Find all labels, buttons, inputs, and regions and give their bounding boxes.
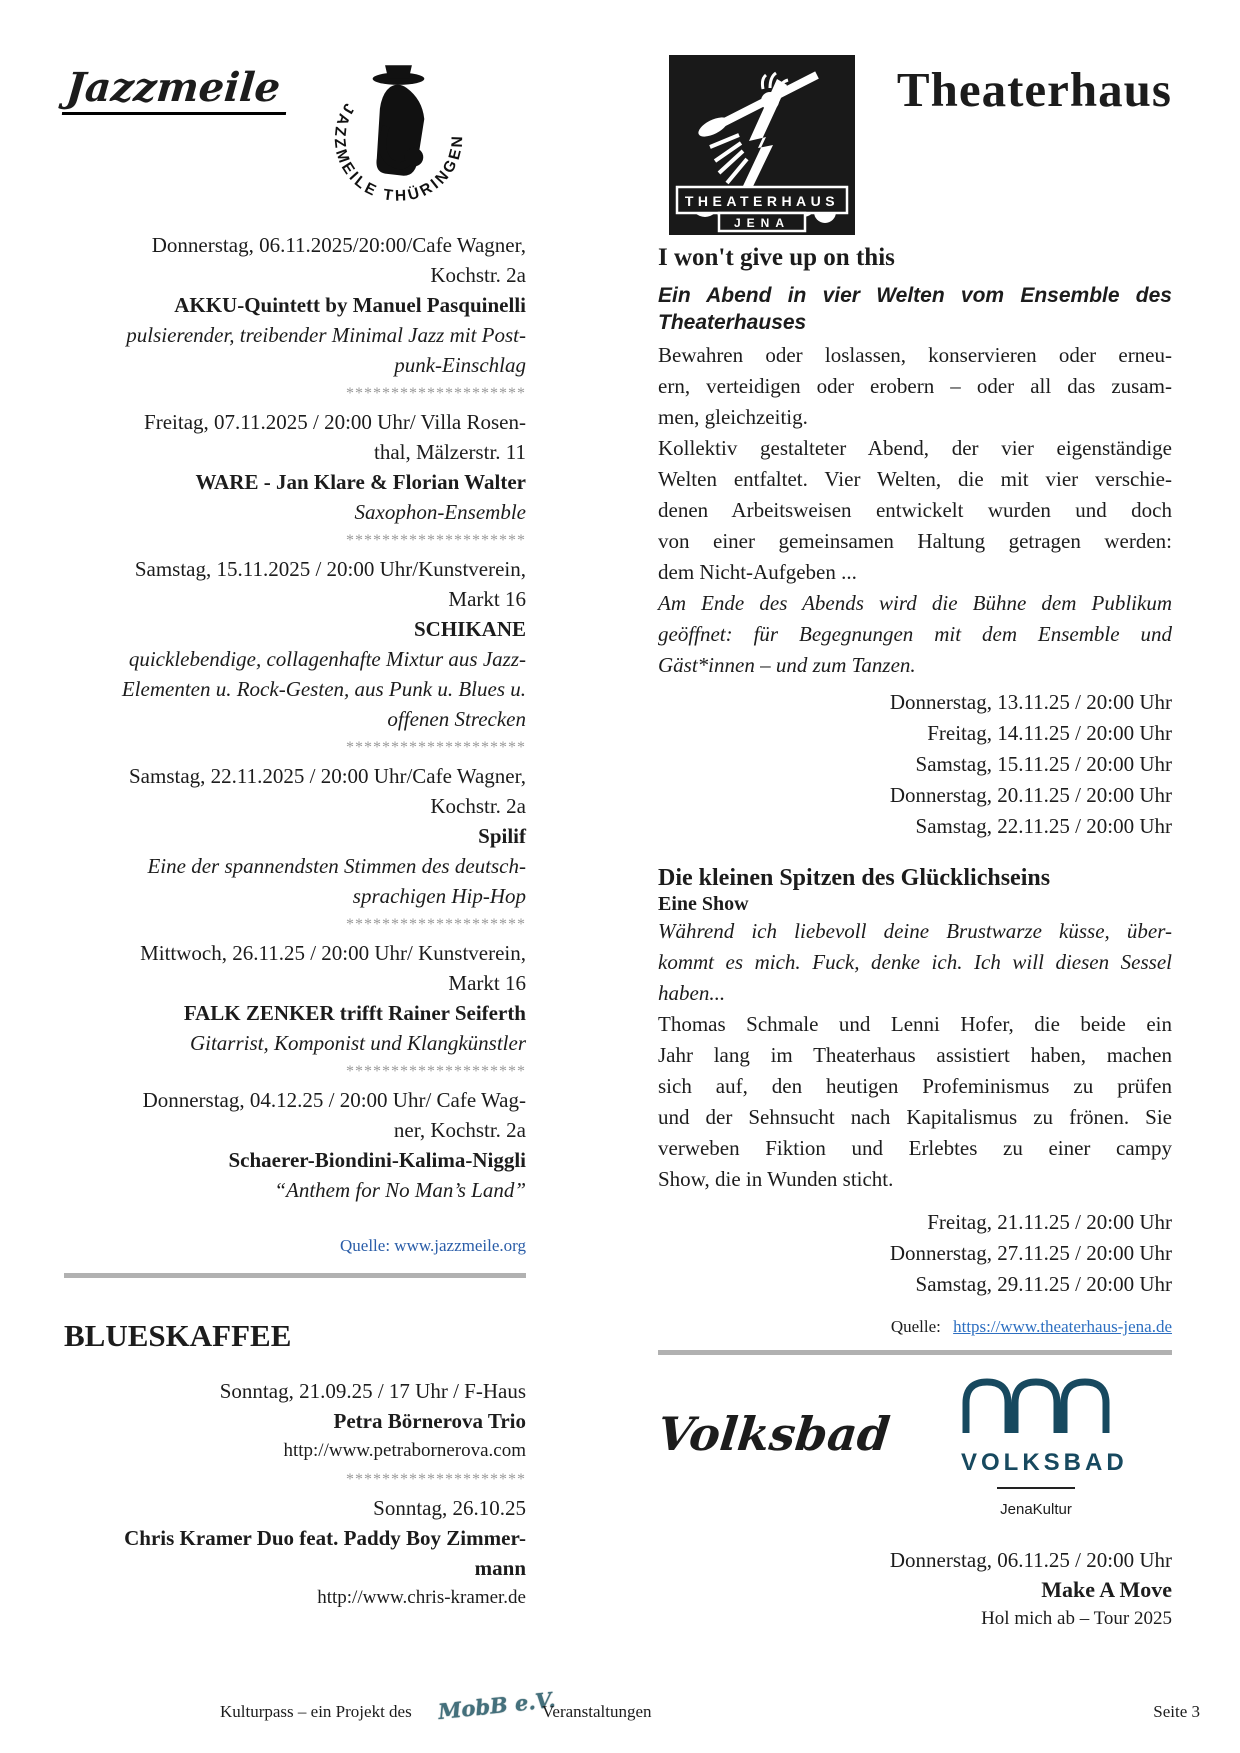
show2-dates (658, 1207, 1172, 1300)
event-date-line: ner, Kochstr. 2a (393, 1118, 526, 1142)
blueskaffee-heading: BLUESKAFFEE (64, 1318, 292, 1353)
event-listing (64, 761, 526, 911)
show2-heading: Die kleinen Spitzen des Glücklichseins (658, 865, 1051, 891)
paragraph-line: Welten entfaltet. Vier Welten, die mit vier verschie- (658, 467, 1172, 491)
volksbad-header (655, 1377, 1172, 1527)
saxophonist-badge-icon (324, 56, 474, 216)
paragraph-line: kommt es mich. Fuck, denke ich. Ich will diesen Sessel (658, 950, 1172, 974)
theaterhaus-angel-icon (669, 55, 855, 235)
paragraph-line: Thomas Schmale und Lenni Hofer, die beide ein (658, 1012, 1172, 1036)
event-date-line: Donnerstag, 06.11.2025/20:00/Cafe Wagner, (151, 233, 526, 257)
event-date-line: Sonntag, 21.09.25 / 17 Uhr / F-Haus (219, 1379, 526, 1403)
paragraph-line: Am Ende des Abends wird die Bühne dem Publikum (658, 591, 1172, 615)
event-date-line: Freitag, 14.11.25 / 20:00 Uhr (927, 721, 1172, 745)
separator-stars: ******************** (346, 739, 526, 756)
event-date-line: Samstag, 22.11.2025 / 20:00 Uhr/Cafe Wagner, (129, 764, 526, 788)
event-date-line: Donnerstag, 04.12.25 / 20:00 Uhr/ Cafe Wag- (142, 1088, 526, 1112)
event-date-line: Donnerstag, 13.11.25 / 20:00 Uhr (889, 690, 1172, 714)
paragraph-line: haben... (658, 981, 726, 1005)
paragraph-line: von einer gemeinsamen Haltung getragen werden: (658, 529, 1172, 553)
theaterhaus-logo (669, 55, 855, 235)
event-title: Petra Börnerova Trio (333, 1409, 526, 1433)
event-date-line: Samstag, 29.11.25 / 20:00 Uhr (915, 1272, 1172, 1296)
show-subtitle-line: Ein Abend in vier Welten vom Ensemble des (658, 284, 1172, 307)
event-description-line: “Anthem for No Man’s Land” (274, 1178, 526, 1202)
paragraph-line: Gäst*innen – und zum Tanzen. (658, 653, 916, 677)
event-date-line: Markt 16 (448, 587, 526, 611)
show2-subheading: Eine Show (658, 893, 749, 915)
event-description-line: sprachigen Hip-Hop (352, 884, 526, 908)
show-subtitle-line: Theaterhauses (658, 311, 807, 334)
paragraph-line: denen Arbeitsweisen entwickelt wurden und doch (658, 498, 1172, 522)
paragraph-line: und der Sehnsucht nach Kapitalismus zu frönen. Sie (658, 1105, 1172, 1129)
volksbad-logo-word: VOLKSBAD (961, 1449, 1128, 1476)
footer-project-text: Kulturpass – ein Projekt des (220, 1702, 412, 1721)
volksbad-script-logo: Volksbad (655, 1407, 893, 1461)
event-description-line: quicklebendige, collagenhafte Mixtur aus Jazz- (128, 647, 526, 671)
event-date-line: Freitag, 07.11.2025 / 20:00 Uhr/ Villa Rosen- (144, 410, 526, 434)
event-listing (64, 554, 526, 734)
event-description-line: pulsierender, treibender Minimal Jazz mit Post- (126, 323, 526, 347)
paragraph-line: Während ich liebevoll deine Brustwarze küsse, über- (658, 919, 1172, 943)
section-divider (64, 1273, 526, 1278)
event-listing (64, 1085, 526, 1205)
theaterhaus-source-link[interactable]: https://www.theaterhaus-jena.de (953, 1317, 1172, 1336)
volksbad-logo-rule (997, 1487, 1075, 1489)
show1-heading: I won't give up on this (658, 244, 895, 271)
separator-stars: ******************** (346, 1471, 526, 1488)
event-title: WARE - Jan Klare & Florian Walter (195, 470, 526, 494)
event-date-line: Kochstr. 2a (430, 794, 526, 818)
paragraph-line: geöffnet: für Begegnungen mit dem Ensemble und (658, 622, 1172, 646)
jazzmeile-script-logo: Jazzmeile (62, 66, 290, 115)
theaterhaus-title: Theaterhaus (896, 62, 1172, 117)
page-number: Seite 3 (1153, 1702, 1200, 1721)
paragraph-line: sich auf, den heutigen Profeminismus zu prüfen (658, 1074, 1172, 1098)
source-label: Quelle: (890, 1317, 941, 1336)
show1-subtitle (658, 282, 1172, 336)
event-title: SCHIKANE (413, 617, 526, 641)
jazzmeile-event-list (64, 230, 526, 1205)
event-description-line: Saxophon-Ensemble (354, 500, 526, 524)
event-title: FALK ZENKER trifft Rainer Seiferth (183, 1001, 526, 1025)
event-date-line: Sonntag, 26.10.25 (373, 1496, 526, 1520)
section-divider (658, 1350, 1172, 1355)
event-date-line: Samstag, 15.11.2025 / 20:00 Uhr/Kunstverein, (134, 557, 526, 581)
event-date-line: thal, Mälzerstr. 11 (373, 440, 526, 464)
event-description-line: punk-Einschlag (394, 353, 526, 377)
event-title: Spilif (478, 824, 526, 848)
jazzmeile-source-link[interactable]: Quelle: www.jazzmeile.org (340, 1236, 526, 1255)
event-subtitle: Hol mich ab – Tour 2025 (981, 1608, 1172, 1629)
event-listing (64, 938, 526, 1058)
event-url-link[interactable]: http://www.petrabornerova.com (283, 1440, 526, 1461)
event-listing (64, 407, 526, 527)
event-description-line: Gitarrist, Komponist und Klangkünstler (189, 1031, 526, 1055)
jenakultur-label: JenaKultur (1000, 1501, 1072, 1518)
paragraph-line: Kollektiv gestalteter Abend, der vier eigenständige (658, 436, 1172, 460)
page-footer (0, 1686, 1240, 1732)
event-title: mann (474, 1556, 526, 1580)
volksbad-logo (961, 1377, 1128, 1525)
event-date-line: Kochstr. 2a (430, 263, 526, 287)
event-description-line: Eine der spannendsten Stimmen des deutsch- (147, 854, 526, 878)
event-date-line: Markt 16 (448, 971, 526, 995)
paragraph-line: dem Nicht-Aufgeben ... (658, 560, 857, 584)
event-date-line: Freitag, 21.11.25 / 20:00 Uhr (927, 1210, 1172, 1234)
paragraph-line: ern, verteidigen oder erobern – oder all das zusam- (658, 374, 1172, 398)
separator-stars: ******************** (346, 385, 526, 402)
event-date-line: Mittwoch, 26.11.25 / 20:00 Uhr/ Kunstverein, (140, 941, 526, 965)
footer-section-label: Veranstaltungen (542, 1702, 652, 1721)
paragraph-line: men, gleichzeitig. (658, 405, 808, 429)
paragraph-line: Show, die in Wunden sticht. (658, 1167, 894, 1191)
blueskaffee-event-list (64, 1376, 526, 1613)
event-listing (64, 1376, 526, 1466)
show1-dates (658, 687, 1172, 842)
left-column-flow (64, 230, 526, 1613)
event-date-line: Donnerstag, 27.11.25 / 20:00 Uhr (889, 1241, 1172, 1265)
volksbad-event (658, 1545, 1172, 1633)
jazzmeile-badge-logo (324, 56, 474, 216)
logo-text-line2: JENA (733, 216, 791, 230)
event-listing (64, 230, 526, 380)
theaterhaus-source (658, 1316, 1172, 1338)
mobb-ev-logo: MobB e.V. (436, 1686, 557, 1725)
show2-paragraphs (658, 916, 1172, 1195)
event-title: Schaerer-Biondini-Kalima-Niggli (228, 1148, 526, 1172)
event-date-line: Samstag, 22.11.25 / 20:00 Uhr (915, 814, 1172, 838)
paragraph-line: verweben Fiktion und Erlebtes zu einer campy (658, 1136, 1172, 1160)
event-url-link[interactable]: http://www.chris-kramer.de (317, 1587, 526, 1608)
event-listing (64, 1493, 526, 1613)
volksbad-arches-icon (961, 1377, 1111, 1435)
event-date-line: Donnerstag, 20.11.25 / 20:00 Uhr (889, 783, 1172, 807)
event-description-line: Elementen u. Rock-Gesten, aus Punk u. Blues u. (121, 677, 526, 701)
event-date-line: Samstag, 15.11.25 / 20:00 Uhr (915, 752, 1172, 776)
paragraph-line: Bewahren oder loslassen, konservieren oder erneu- (658, 343, 1172, 367)
show1-paragraphs (658, 340, 1172, 681)
event-title: Chris Kramer Duo feat. Paddy Boy Zimmer- (124, 1526, 526, 1550)
separator-stars: ******************** (346, 532, 526, 549)
separator-stars: ******************** (346, 1063, 526, 1080)
logo-text-line1: THEATERHAUS (684, 193, 840, 209)
paragraph-line: Jahr lang im Theaterhaus assistiert haben, machen (658, 1043, 1172, 1067)
badge-curved-text: JAZZMEILE THÜRINGEN (330, 100, 467, 205)
separator-stars: ******************** (346, 916, 526, 933)
event-title: Make A Move (1041, 1577, 1172, 1602)
right-column-flow (655, 243, 1172, 1633)
event-date-line: Donnerstag, 06.11.25 / 20:00 Uhr (889, 1548, 1172, 1572)
event-description-line: offenen Strecken (387, 707, 526, 731)
event-title: AKKU-Quintett by Manuel Pasquinelli (174, 293, 526, 317)
